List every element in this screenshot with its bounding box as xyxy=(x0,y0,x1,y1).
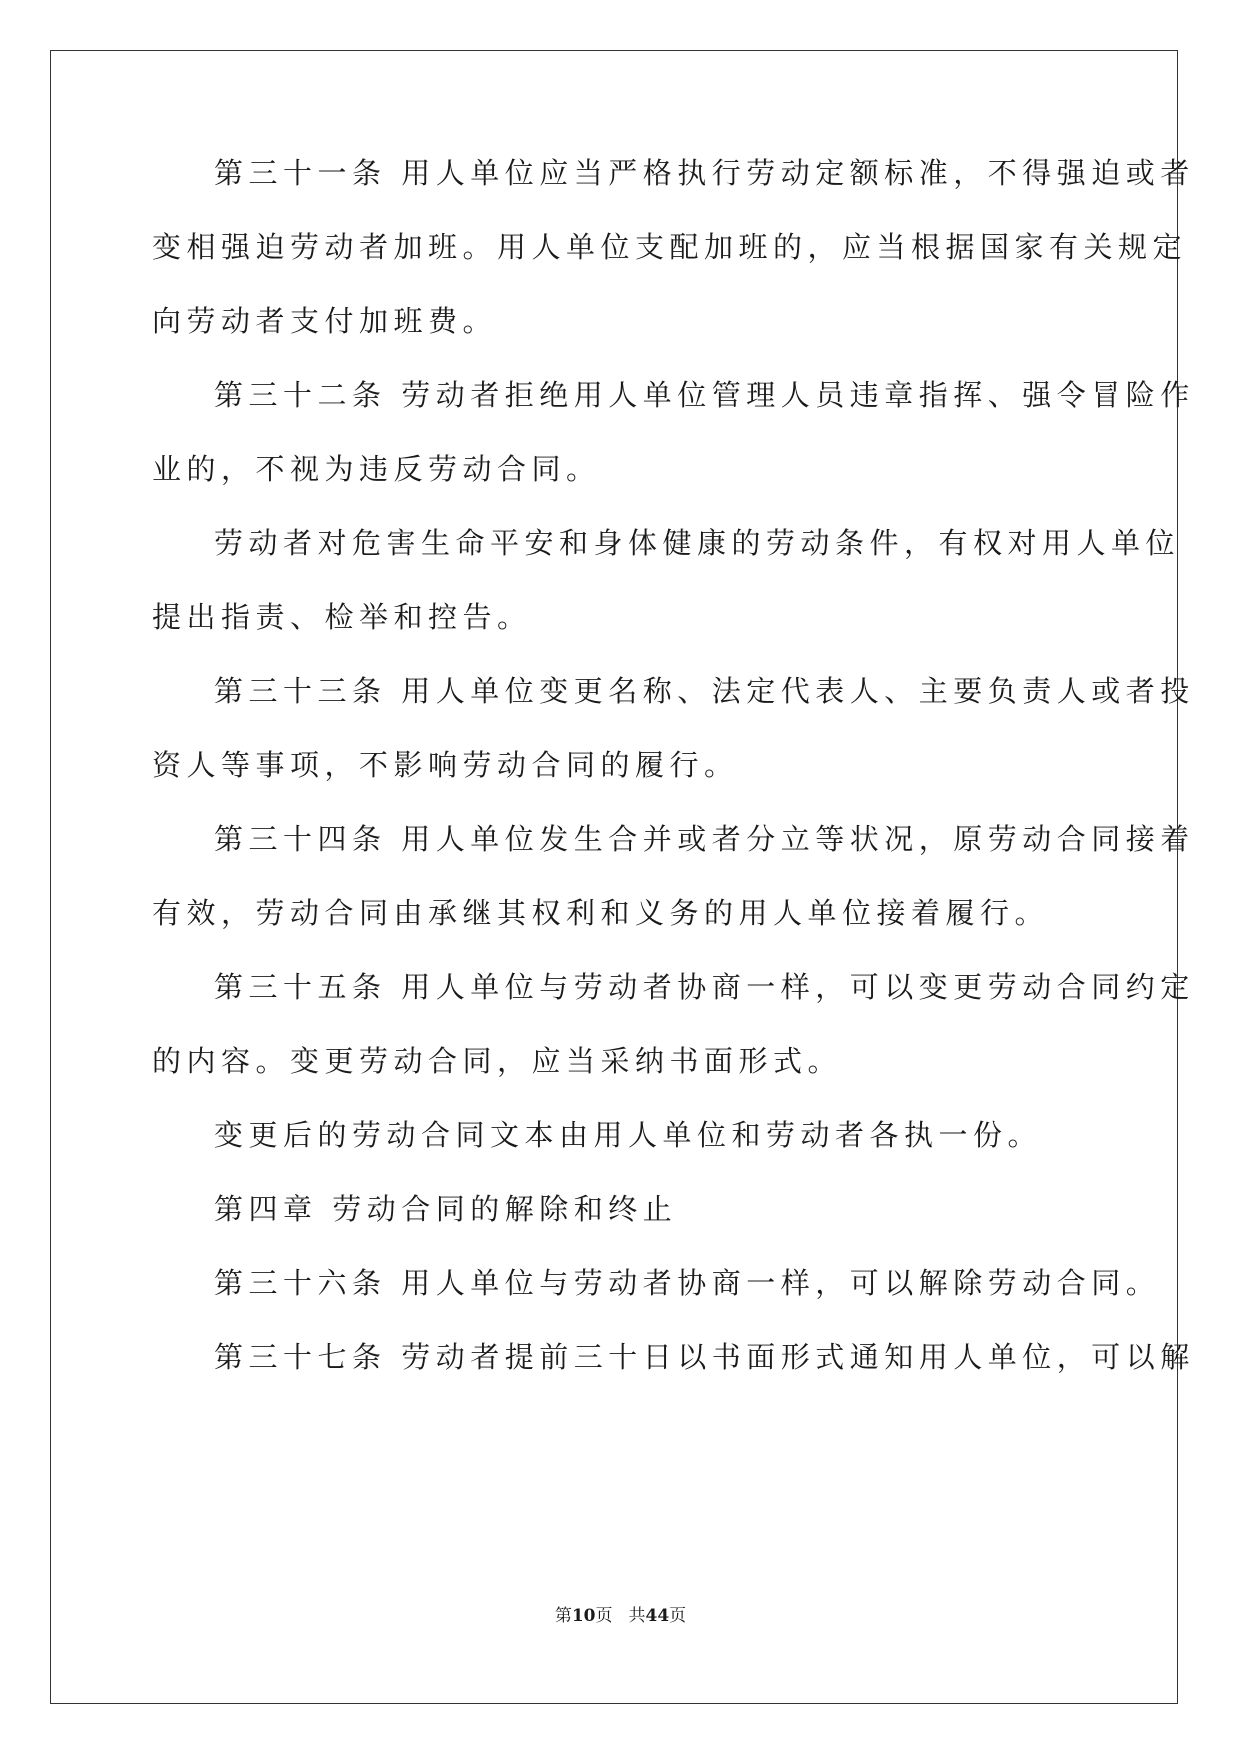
text-line-11: 有效，劳动合同由承继其权利和义务的用人单位接着履行。 xyxy=(152,896,1050,930)
footer-total-prefix: 共 xyxy=(628,1606,646,1626)
text-line-14: 变更后的劳动合同文本由用人单位和劳动者各执一份。 xyxy=(214,1118,1043,1152)
text-line-9: 资人等事项，不影响劳动合同的履行。 xyxy=(152,748,739,782)
text-line-7: 提出指责、检举和控告。 xyxy=(152,600,532,634)
footer-total-suffix: 页 xyxy=(669,1606,687,1626)
text-line-16: 第三十六条 用人单位与劳动者协商一样，可以解除劳动合同。 xyxy=(214,1266,1161,1300)
text-line-4: 第三十二条 劳动者拒绝用人单位管理人员违章指挥、强令冒险作 xyxy=(214,378,1195,412)
text-line-5: 业的，不视为违反劳动合同。 xyxy=(152,452,601,486)
text-line-6: 劳动者对危害生命平安和身体健康的劳动条件，有权对用人单位 xyxy=(214,526,1181,560)
text-line-3: 向劳动者支付加班费。 xyxy=(152,304,498,338)
text-line-10: 第三十四条 用人单位发生合并或者分立等状况，原劳动合同接着 xyxy=(214,822,1195,856)
footer-page-total: 44 xyxy=(645,1606,670,1626)
text-line-12: 第三十五条 用人单位与劳动者协商一样，可以变更劳动合同约定 xyxy=(214,970,1195,1004)
text-line-8: 第三十三条 用人单位变更名称、法定代表人、主要负责人或者投 xyxy=(214,674,1195,708)
page-footer xyxy=(0,1604,1241,1628)
text-line-2: 变相强迫劳动者加班。用人单位支配加班的，应当根据国家有关规定 xyxy=(152,230,1188,264)
text-line-1: 第三十一条 用人单位应当严格执行劳动定额标准，不得强迫或者 xyxy=(214,156,1195,190)
text-line-13: 的内容。变更劳动合同，应当采纳书面形式。 xyxy=(152,1044,843,1078)
footer-page-prefix: 第 xyxy=(554,1606,572,1626)
chapter-heading: 第四章 劳动合同的解除和终止 xyxy=(214,1192,678,1226)
text-line-17: 第三十七条 劳动者提前三十日以书面形式通知用人单位，可以解 xyxy=(214,1340,1195,1374)
page-border xyxy=(50,50,1181,1704)
footer-page-suffix: 页 xyxy=(595,1606,613,1626)
footer-page-current: 10 xyxy=(571,1606,596,1626)
